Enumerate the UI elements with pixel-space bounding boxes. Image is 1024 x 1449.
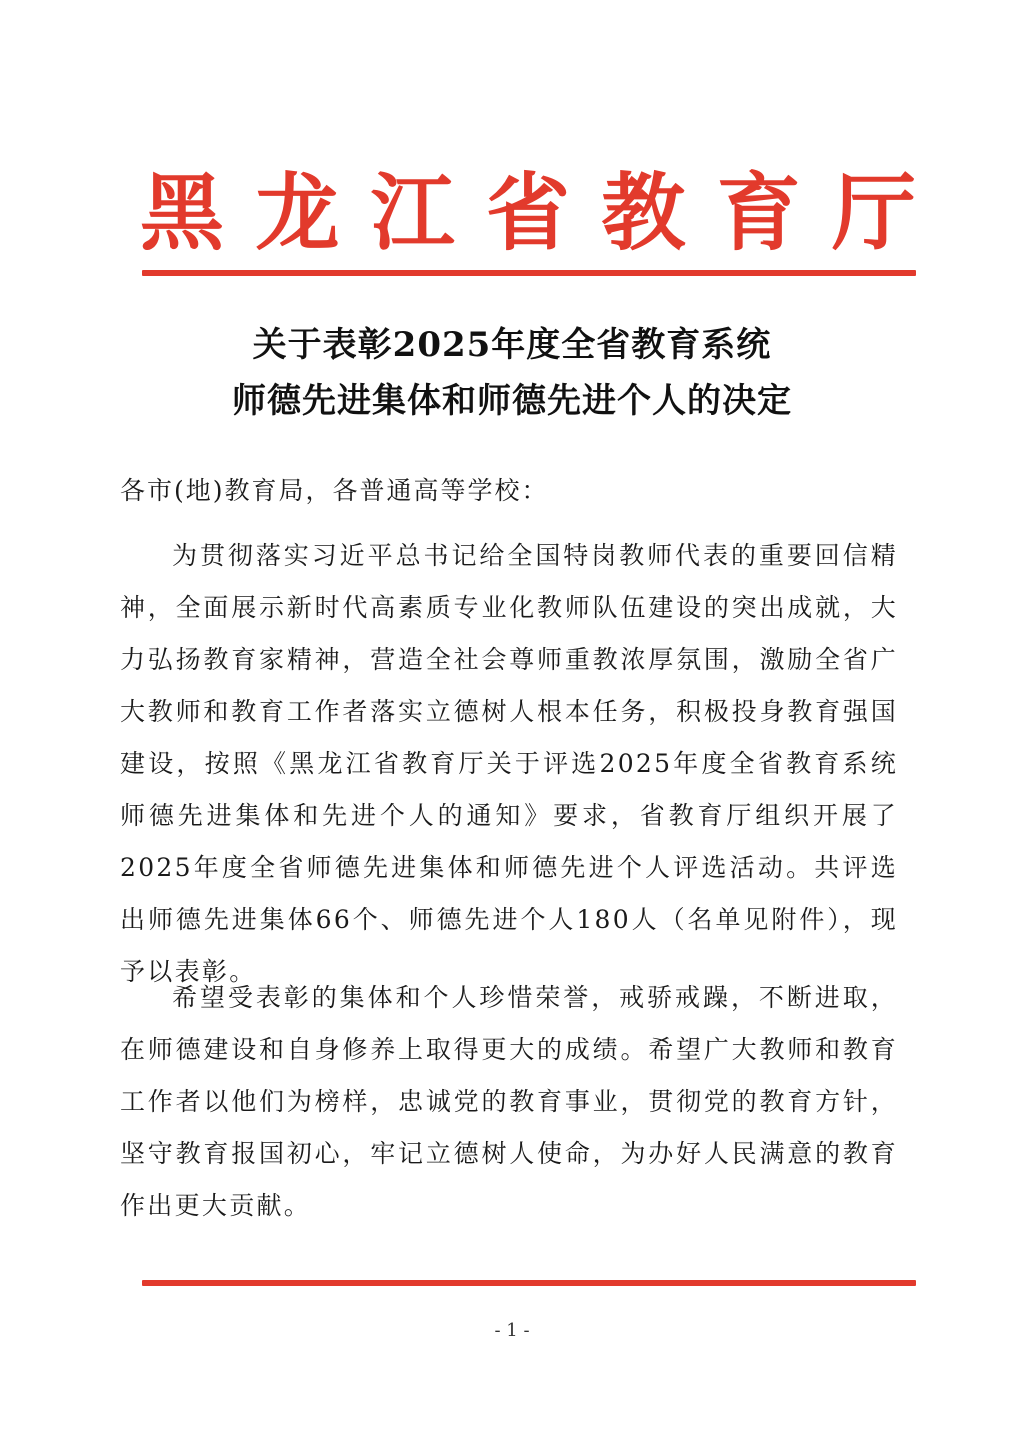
masthead-char: 江	[370, 163, 455, 262]
page-number: - 1 -	[494, 1320, 530, 1341]
document-title-line-1: 关于表彰2025年度全省教育系统	[252, 325, 772, 365]
header-red-rule	[142, 270, 916, 276]
masthead-char: 厅	[831, 163, 916, 262]
issuing-authority-masthead	[140, 163, 916, 262]
masthead-char: 育	[716, 163, 801, 262]
document-title-line-2: 师德先进集体和师德先进个人的决定	[232, 381, 792, 421]
masthead-char: 龙	[255, 163, 340, 262]
body-paragraph: 希望受表彰的集体和个人珍惜荣誉，戒骄戒躁，不断进取，在师德建设和自身修养上取得更大的成绩。希望广大教师和教育工作者以他们为榜样，忠诚党的教育事业，贯彻党的教育方针，坚守教育报国初心，牢记立德树人使命，为办好人民满意的教育作出更大贡献。	[120, 983, 898, 1220]
body-paragraph: 为贯彻落实习近平总书记给全国特岗教师代表的重要回信精神，全面展示新时代高素质专业化教师队伍建设的突出成就，大力弘扬教育家精神，营造全社会尊师重教浓厚氛围，激励全省广大教师和教育工作者落实立德树人根本任务，积极投身教育强国建设，按照《黑龙江省教育厅关于评选2025年度全省教育系统师德先进集体和先进个人的通知》要求，省教育厅组织开展了2025年度全省师德先进集体和师德先进个人评选活动。共评选出师德先进集体66个、师德先进个人180人（名单见附件），现予以表彰。	[120, 541, 898, 986]
masthead-char: 黑	[140, 163, 225, 262]
masthead-char: 教	[601, 163, 686, 262]
masthead-char: 省	[485, 163, 570, 262]
salutation: 各市(地)教育局，各普通高等学校：	[120, 476, 549, 505]
footer-red-rule	[142, 1280, 916, 1286]
